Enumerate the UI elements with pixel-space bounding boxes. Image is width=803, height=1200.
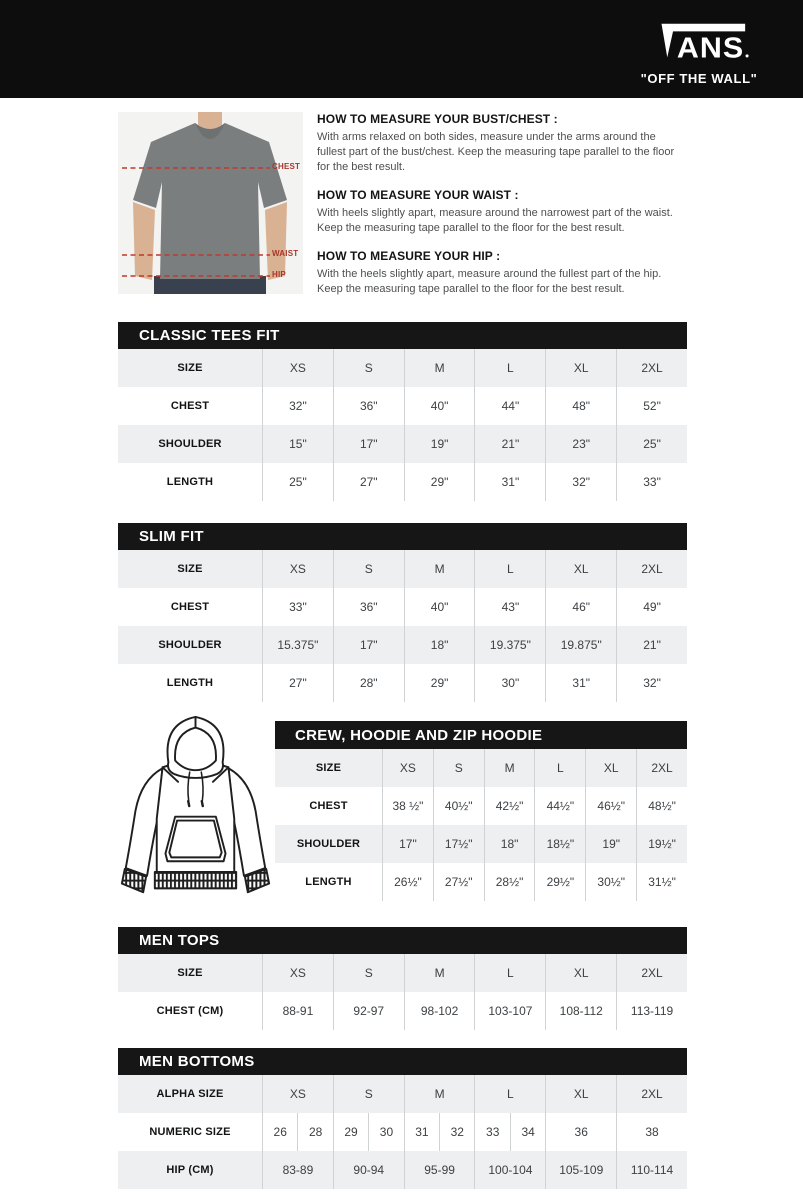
table-title: SLIM FIT xyxy=(139,528,204,545)
table-cell: L xyxy=(474,1075,545,1113)
table-cell: 33" xyxy=(616,463,687,501)
row-label: ALPHA SIZE xyxy=(156,1088,224,1100)
table-title: CLASSIC TEES FIT xyxy=(139,327,280,344)
table-cell: 2XL xyxy=(636,749,687,787)
table-row xyxy=(275,863,687,901)
hoodie-drawing-icon xyxy=(118,709,273,905)
bust-chest-heading: HOW TO MEASURE YOUR BUST/CHEST : xyxy=(317,112,558,126)
vans-logo-icon xyxy=(649,22,749,60)
table-cell: 31" xyxy=(545,664,616,702)
table-row xyxy=(118,349,687,387)
table-cell: 27" xyxy=(333,463,404,501)
off-the-wall-tagline: "OFF THE WALL" xyxy=(640,71,758,86)
table-row xyxy=(118,463,687,501)
row-label: SIZE xyxy=(315,762,342,774)
table-subcell: 38 xyxy=(645,1125,659,1139)
table-cell: 38 ½" xyxy=(382,787,433,825)
table-row xyxy=(118,1151,687,1189)
table-cell: S xyxy=(333,954,404,992)
waist-heading: HOW TO MEASURE YOUR WAIST : xyxy=(317,188,519,202)
table-row xyxy=(118,387,687,425)
table-cell xyxy=(616,1113,687,1151)
table-row xyxy=(118,954,687,992)
classic-tees-fit-table xyxy=(118,322,687,501)
table-rows xyxy=(118,954,687,1030)
table-title-bar xyxy=(275,721,687,749)
table-cell: 44" xyxy=(474,387,545,425)
table-rows xyxy=(118,349,687,501)
tshirt-photo xyxy=(118,112,303,294)
row-label: NUMERIC SIZE xyxy=(149,1126,231,1138)
table-row xyxy=(118,1113,687,1151)
table-cell: 17" xyxy=(333,626,404,664)
table-subcell: 33 xyxy=(486,1125,500,1139)
table-cell: 25" xyxy=(262,463,333,501)
table-cell: XL xyxy=(585,749,636,787)
table-cell: 21" xyxy=(474,425,545,463)
slim-fit-table xyxy=(118,523,687,702)
table-cell: 110-114 xyxy=(616,1151,687,1189)
table-cell: 33" xyxy=(262,588,333,626)
hip-body: With the heels slightly apart, measure around the fullest part of the hip. Keep the measuring tape parallel to the floor for the best result. xyxy=(317,268,662,295)
table-cell: 17" xyxy=(333,425,404,463)
table-cell: 19" xyxy=(404,425,475,463)
table-cell: XL xyxy=(545,550,616,588)
table-cell: M xyxy=(484,749,535,787)
table-cell: XL xyxy=(545,349,616,387)
table-cell: 88-91 xyxy=(262,992,333,1030)
svg-text:ANS: ANS xyxy=(676,32,745,60)
bust-chest-body: With arms relaxed on both sides, measure under the arms around the fullest part of the bust/chest. Keep the measuring tape parallel to the floor for the best result. xyxy=(317,131,675,173)
chest-label: CHEST xyxy=(272,162,301,171)
table-cell: M xyxy=(404,550,475,588)
table-cell: 36" xyxy=(333,588,404,626)
table-cell: 43" xyxy=(474,588,545,626)
table-cell: 23" xyxy=(545,425,616,463)
table-row xyxy=(275,749,687,787)
table-cell: L xyxy=(474,954,545,992)
table-cell: S xyxy=(433,749,484,787)
table-cell: 83-89 xyxy=(262,1151,333,1189)
row-label: SHOULDER xyxy=(158,438,222,450)
table-cell: 29½" xyxy=(534,863,585,901)
table-row xyxy=(118,626,687,664)
table-subcell: 32 xyxy=(439,1113,474,1151)
table-cell: 40" xyxy=(404,588,475,626)
crew-hoodie-section xyxy=(118,709,687,910)
table-cell: 19½" xyxy=(636,825,687,863)
table-cell xyxy=(404,1113,475,1151)
table-cell: M xyxy=(404,349,475,387)
table-cell: 2XL xyxy=(616,954,687,992)
table-cell: 29" xyxy=(404,664,475,702)
table-row xyxy=(118,664,687,702)
table-row xyxy=(118,588,687,626)
table-cell: L xyxy=(474,349,545,387)
table-cell: 18" xyxy=(484,825,535,863)
table-cell: 15" xyxy=(262,425,333,463)
table-cell: 32" xyxy=(616,664,687,702)
table-cell: S xyxy=(333,550,404,588)
table-cell: 30" xyxy=(474,664,545,702)
table-title-bar xyxy=(118,1048,687,1075)
table-cell: 105-109 xyxy=(545,1151,616,1189)
table-rows xyxy=(275,749,687,901)
table-cell: 113-119 xyxy=(616,992,687,1030)
table-subcell: 29 xyxy=(344,1125,358,1139)
table-cell: 21" xyxy=(616,626,687,664)
table-subcell: 36 xyxy=(574,1125,588,1139)
brand-block xyxy=(631,22,767,86)
table-title: CREW, HOODIE AND ZIP HOODIE xyxy=(295,726,543,744)
waist-body: With heels slightly apart, measure around the narrowest part of the waist. Keep the measuring tape parallel to the floor for the best result. xyxy=(317,207,673,234)
row-label: SHOULDER xyxy=(158,639,222,651)
table-title-bar xyxy=(118,322,687,349)
table-cell: L xyxy=(474,550,545,588)
table-cell: S xyxy=(333,349,404,387)
table-cell: 2XL xyxy=(616,1075,687,1113)
row-label: HIP (CM) xyxy=(166,1164,214,1176)
table-cell xyxy=(333,1113,404,1151)
table-cell: 46" xyxy=(545,588,616,626)
table-title-bar xyxy=(118,523,687,550)
hoodie-figure xyxy=(118,709,275,910)
table-cell: XS xyxy=(262,1075,333,1113)
table-cell: M xyxy=(404,954,475,992)
row-label: SIZE xyxy=(177,967,203,979)
hip-heading: HOW TO MEASURE YOUR HIP : xyxy=(317,249,501,263)
row-label: LENGTH xyxy=(166,476,214,488)
row-label: CHEST (CM) xyxy=(156,1005,224,1017)
table-cell: 19.375" xyxy=(474,626,545,664)
row-label: SHOULDER xyxy=(296,838,361,850)
waist-label: WAIST xyxy=(272,249,299,258)
table-row xyxy=(118,425,687,463)
table-cell: XL xyxy=(545,954,616,992)
table-cell: 32" xyxy=(262,387,333,425)
table-cell: 32" xyxy=(545,463,616,501)
table-cell: 48½" xyxy=(636,787,687,825)
table-cell: 28" xyxy=(333,664,404,702)
table-cell: 2XL xyxy=(616,349,687,387)
table-subcell: 30 xyxy=(368,1113,403,1151)
table-cell: XL xyxy=(545,1075,616,1113)
table-cell xyxy=(262,1113,333,1151)
table-cell: S xyxy=(333,1075,404,1113)
table-cell: XS xyxy=(262,550,333,588)
crew-hoodie-table xyxy=(275,721,687,910)
row-label: LENGTH xyxy=(166,677,214,689)
table-cell: 26½" xyxy=(382,863,433,901)
table-cell: M xyxy=(404,1075,475,1113)
table-title: MEN BOTTOMS xyxy=(139,1053,255,1070)
table-cell xyxy=(545,1113,616,1151)
men-bottoms-table xyxy=(118,1048,687,1189)
hip-label: HIP xyxy=(272,270,286,279)
table-rows xyxy=(118,1075,687,1189)
table-row xyxy=(275,825,687,863)
table-cell: 52" xyxy=(616,387,687,425)
table-row xyxy=(275,787,687,825)
table-cell: 49" xyxy=(616,588,687,626)
table-cell: L xyxy=(534,749,585,787)
table-cell: 2XL xyxy=(616,550,687,588)
table-cell: 19.875" xyxy=(545,626,616,664)
table-row xyxy=(118,550,687,588)
row-label: SIZE xyxy=(177,563,203,575)
table-cell: 19" xyxy=(585,825,636,863)
table-cell: 18" xyxy=(404,626,475,664)
table-cell: 27½" xyxy=(433,863,484,901)
page-header xyxy=(0,0,803,98)
table-cell: XS xyxy=(382,749,433,787)
row-label: CHEST xyxy=(309,800,348,812)
table-cell: XS xyxy=(262,349,333,387)
table-cell: 48" xyxy=(545,387,616,425)
table-cell: 17½" xyxy=(433,825,484,863)
table-cell: 28½" xyxy=(484,863,535,901)
table-cell: 31" xyxy=(474,463,545,501)
table-cell: 30½" xyxy=(585,863,636,901)
table-cell: 90-94 xyxy=(333,1151,404,1189)
table-cell: 44½" xyxy=(534,787,585,825)
table-subcell: 26 xyxy=(273,1125,287,1139)
table-cell: 25" xyxy=(616,425,687,463)
table-row xyxy=(118,992,687,1030)
table-title: MEN TOPS xyxy=(139,932,220,949)
table-cell: 17" xyxy=(382,825,433,863)
table-cell: 18½" xyxy=(534,825,585,863)
table-cell: XS xyxy=(262,954,333,992)
table-cell: 42½" xyxy=(484,787,535,825)
table-cell: 31½" xyxy=(636,863,687,901)
table-row xyxy=(118,1075,687,1113)
row-label: CHEST xyxy=(170,400,210,412)
tshirt-measure-figure xyxy=(118,112,303,294)
table-cell: 15.375" xyxy=(262,626,333,664)
table-subcell: 31 xyxy=(415,1125,429,1139)
table-cell: 95-99 xyxy=(404,1151,475,1189)
table-cell: 29" xyxy=(404,463,475,501)
table-cell: 103-107 xyxy=(474,992,545,1030)
table-cell: 46½" xyxy=(585,787,636,825)
table-cell: 108-112 xyxy=(545,992,616,1030)
table-cell: 40½" xyxy=(433,787,484,825)
men-tops-table xyxy=(118,927,687,1030)
row-label: SIZE xyxy=(177,362,203,374)
row-label: LENGTH xyxy=(305,876,352,888)
table-rows xyxy=(118,550,687,702)
table-cell: 27" xyxy=(262,664,333,702)
table-cell: 40" xyxy=(404,387,475,425)
table-subcell: 34 xyxy=(510,1113,545,1151)
measure-guide-section xyxy=(118,112,687,297)
measure-instructions xyxy=(317,112,687,297)
table-cell: 92-97 xyxy=(333,992,404,1030)
table-cell: 98-102 xyxy=(404,992,475,1030)
table-cell: 100-104 xyxy=(474,1151,545,1189)
table-cell: 36" xyxy=(333,387,404,425)
row-label: CHEST xyxy=(170,601,210,613)
table-cell xyxy=(474,1113,545,1151)
table-title-bar xyxy=(118,927,687,954)
table-subcell: 28 xyxy=(297,1113,332,1151)
